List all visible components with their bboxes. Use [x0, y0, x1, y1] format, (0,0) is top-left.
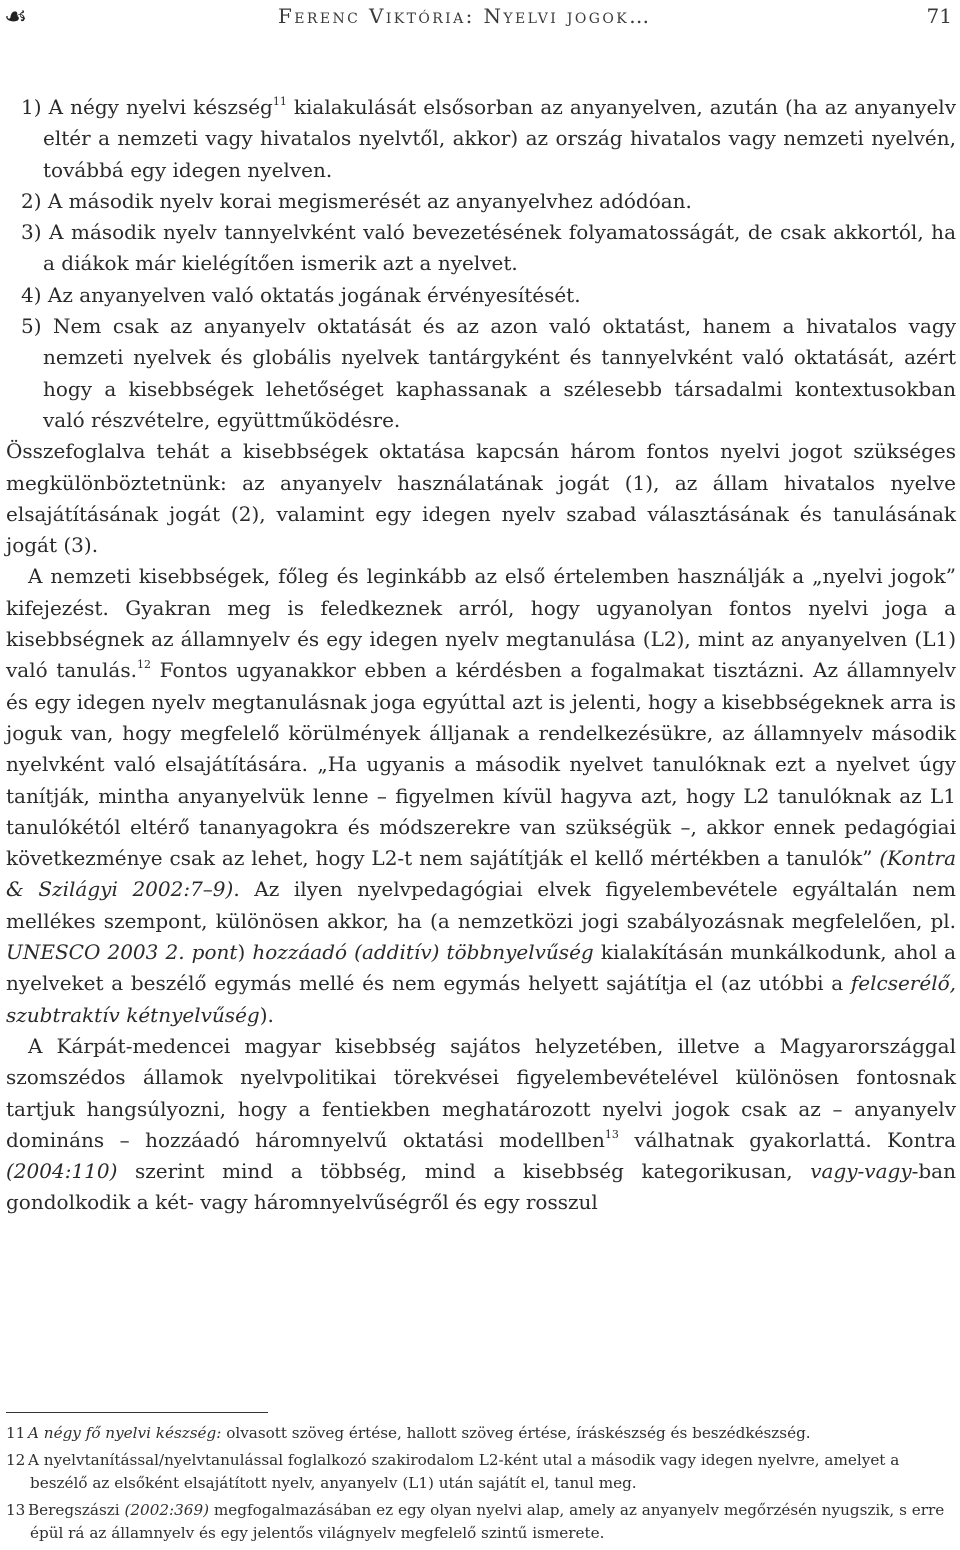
paragraph-language-rights: A nemzeti kisebbségek, főleg és leginkább az első értelemben használják a „nyelvi jogok” kifejezést. Gyakran meg is feledkeznek arról, hogy ugyanolyan fontos nyelvi joga a kisebbségnek az államnyelv és egy idegen nyelv megtanulása (L2), mint az anyanyelven (L1) való tanulás.$^{12}$ Fontos ugyanakkor ebben a kérdésben a fogalmakat tisztázni. Az államnyelv és egy idegen nyelv megtanulásnak joga egyúttal azt is jelenti, hogy a kisebbségeknek arra is joguk van, hogy megfelelő körülmények álljanak a rendelkezésükre, az államnyelv második nyelvként való elsajátítására. „Ha ugyanis a második nyelvet tanulóknak ezt a nyelvet úgy tanítják, mintha anyanyelvük lenne – figyelmen kívül hagyva azt, hogy L2 tanulóknak az L1 tanulókétól eltérő tananyagokra és módszerekre van szükségük –, akkor ennek pedagógiai következménye csak az lehet, hogy L2-t nem sajátítják el kellő mértékben a tanulók” (Kontra & Szilágyi 2002:7–9). Az ilyen nyelvpedagógiai elvek figyelembevétele egyáltalán nem mellékes szempont, különösen akkor, ha (a nemzetközi jogi szabályozásnak megfelelően, pl. UNESCO 2003 2. pont) hozzáadó (additív) többnyelvűség kialakításán munkálkodunk, ahol a nyelveket a beszélő egymás mellé és nem egymás helyett sajátítja el (az utóbbi a felcserélő, szubtraktív kétnyelvűség).	[6, 564, 956, 1027]
list-item: 2) A második nyelv korai megismerését az anyanyelvhez adódóan.	[21, 188, 692, 213]
term: felcserélő, szubtraktív kétnyelvűség	[6, 971, 956, 1027]
footnote-ref: 11	[272, 95, 287, 108]
main-text	[6, 92, 956, 1219]
footnote-ref: 13	[604, 1127, 619, 1141]
list-item: 4) Az anyanyelven való oktatás jogának érvényesítését.	[21, 282, 581, 307]
list-item: 1) A négy nyelvi készség$^{11}$ kialakulását elsősorban az anyanyelven, azután (ha az anyanyelv eltér a nemzeti vagy hivatalos nyelvtől, akkor) az ország hivatalos vagy nemzeti nyelvén, továbbá egy idegen nyelven.	[21, 95, 956, 182]
citation: (2004:110)	[6, 1159, 118, 1184]
page-header	[0, 0, 960, 40]
paragraph-summary: Összefoglalva tehát a kisebbségek oktatása kapcsán három fontos nyelvi jogot szükséges megkülönböztetnünk: az anyanyelv használatának jogát (1), az állam hivatalos nyelve elsajátításának jogát (2), valamint egy idegen nyelv szabad választásának és tanulásának jogát (3).	[6, 439, 956, 558]
footnotes	[6, 1422, 956, 1549]
page-number: 71	[926, 4, 952, 28]
running-title: Ferenc Viktória: Nyelvi jogok…	[278, 4, 652, 28]
footnote-12: 12 A nyelvtanítással/nyelvtanulással foglalkozó szakirodalom L2-ként utal a második vagy idegen nyelvre, amelyet a beszélő az elsőként elsajátított nyelv, anyanyelv (L1) után sajátít el, tanul meg.	[6, 1450, 900, 1492]
footnote-ref: 12	[136, 658, 151, 672]
paragraph-carpathian: A Kárpát-medencei magyar kisebbség sajátos helyzetében, illetve a Magyarországgal szomszédos államok nyelvpolitikai törekvései figyelembevételével különösen fontosnak tartjuk hangsúlyozni, hogy a fentiekben meghatározott nyelvi jogok csak az – anyanyelv domináns – hozzáadó háromnyelvű oktatási modellben$^{13}$ válhatnak gyakorlattá. Kontra (2004:110) szerint mind a többség, mind a kisebbség kategorikusan, vagy-vagy-ban gondolkodik a két- vagy háromnyelvűségről és egy rosszul	[6, 1033, 956, 1215]
footnote-13: 13 Beregszászi (2002:369) megfogalmazásában ez egy olyan nyelvi alap, amely az anyanyelv megőrzésén nyugszik, s erre épül rá az államnyelv és egy jelentős világnyelv megfelelő szintű ismerete.	[6, 1500, 945, 1542]
ornament-icon: ☙	[4, 2, 28, 32]
footnote-divider	[6, 1412, 268, 1413]
list-item: 3) A második nyelv tannyelvként való bevezetésének folyamatosságát, de csak akkortól, ha a diákok már kielégítően ismerik azt a nyelvet.	[21, 220, 956, 276]
term: hozzáadó (additív) többnyelvűség	[252, 940, 594, 965]
citation: (Kontra & Szilágyi 2002:7–9)	[6, 846, 956, 902]
citation: UNESCO 2003 2. pont	[6, 940, 238, 965]
footnote-11: 11 A négy fő nyelvi készség: olvasott szöveg értése, hallott szöveg értése, íráskészség és beszédkészség.	[6, 1424, 811, 1442]
term: vagy-vagy	[810, 1159, 912, 1184]
list-item: 5) Nem csak az anyanyelv oktatását és az azon való oktatást, hanem a hivatalos vagy nemzeti nyelvek és globális nyelvek tantárgyként és tannyelvként való oktatását, azért hogy a kisebbségek lehetőséget kaphassanak a szélesebb társadalmi kontextusokban való részvételre, együttműködésre.	[21, 314, 956, 432]
